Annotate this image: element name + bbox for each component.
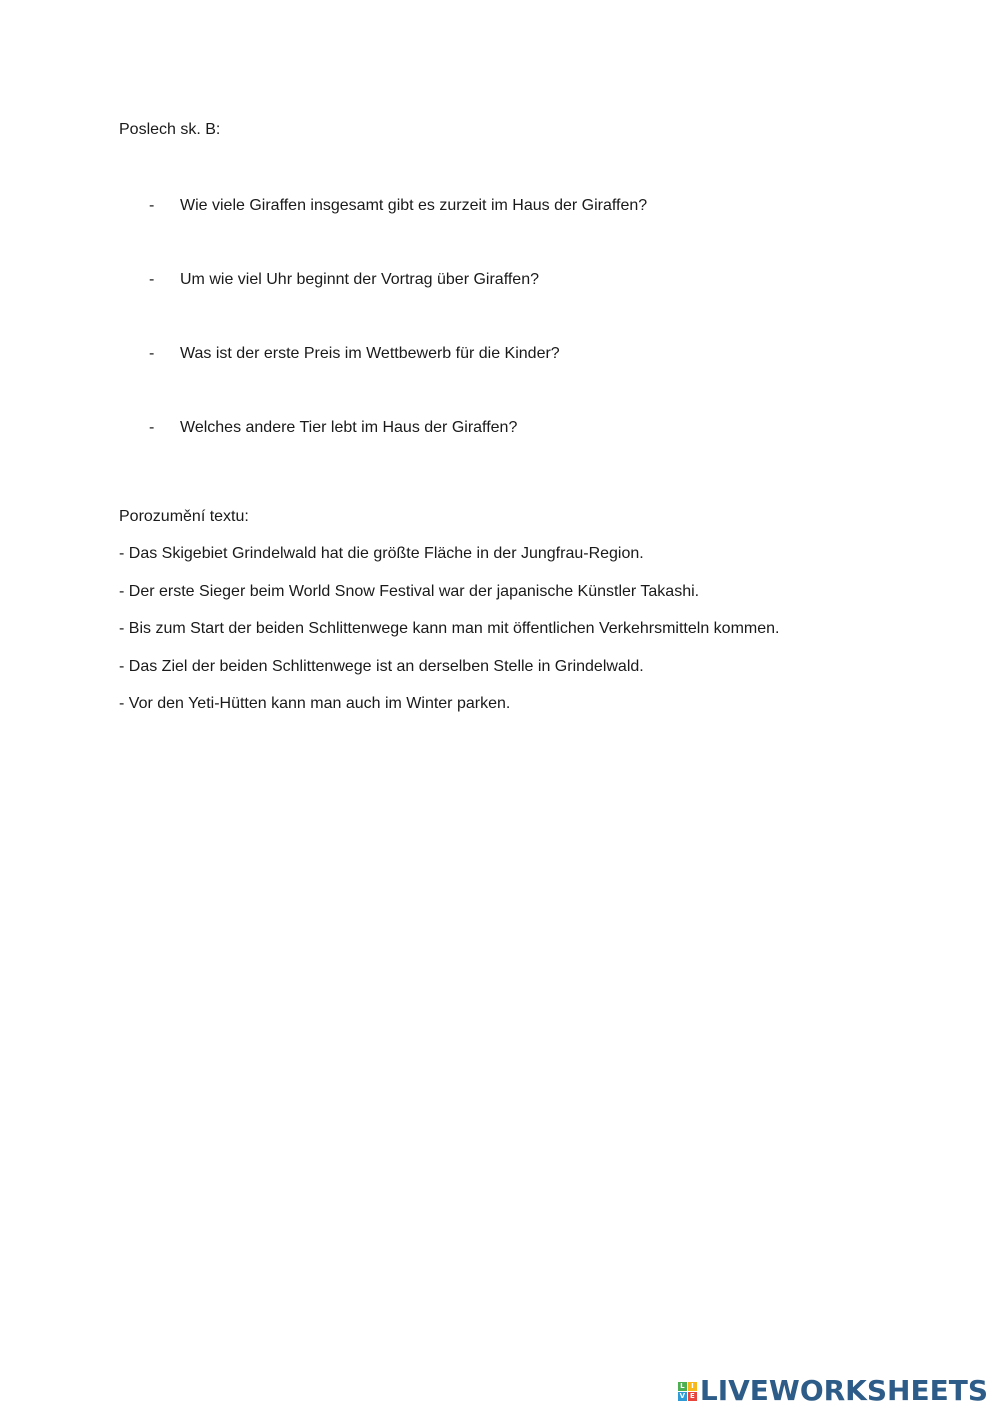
listening-question-list [149, 196, 647, 438]
listening-heading: Poslech sk. B: [119, 121, 221, 138]
bullet-dash: - [149, 345, 155, 362]
logo-mark-icon [678, 1382, 697, 1401]
list-item [149, 270, 647, 290]
liveworksheets-logo [678, 1376, 988, 1406]
logo-mark-cell: I [688, 1382, 697, 1391]
bullet-dash: - [149, 419, 155, 436]
question-text: Wie viele Giraffen insgesamt gibt es zurzeit im Haus der Giraffen? [180, 197, 648, 214]
reading-statement-list [119, 544, 779, 732]
question-text: Was ist der erste Preis im Wettbewerb für die Kinder? [180, 345, 560, 362]
list-item: - Das Skigebiet Grindelwald hat die größte Fläche in der Jungfrau-Region. [119, 545, 644, 562]
list-item: - Vor den Yeti-Hütten kann man auch im Winter parken. [119, 695, 511, 713]
list-item [149, 344, 647, 364]
bullet-dash: - [149, 271, 155, 288]
question-text: Welches andere Tier lebt im Haus der Giraffen? [180, 419, 518, 436]
logo-mark-cell: V [679, 1391, 686, 1400]
list-item [149, 418, 647, 438]
list-item: - Bis zum Start der beiden Schlittenwege kann man mit öffentlichen Verkehrsmitteln kommen. [119, 620, 780, 638]
bullet-dash: - [149, 197, 155, 214]
list-item [149, 196, 647, 216]
logo-text: LIVEWORKSHEETS [699, 1374, 988, 1407]
logo-mark-cell: E [688, 1392, 697, 1401]
question-text: Um wie viel Uhr beginnt der Vortrag über Giraffen? [180, 271, 539, 288]
list-item: - Der erste Sieger beim World Snow Festival war der japanische Künstler Takashi. [119, 582, 700, 600]
list-item: - Das Ziel der beiden Schlittenwege ist an derselben Stelle in Grindelwald. [119, 657, 644, 675]
reading-heading: Porozumění textu: [119, 508, 249, 525]
logo-mark-cell: L [678, 1382, 687, 1391]
